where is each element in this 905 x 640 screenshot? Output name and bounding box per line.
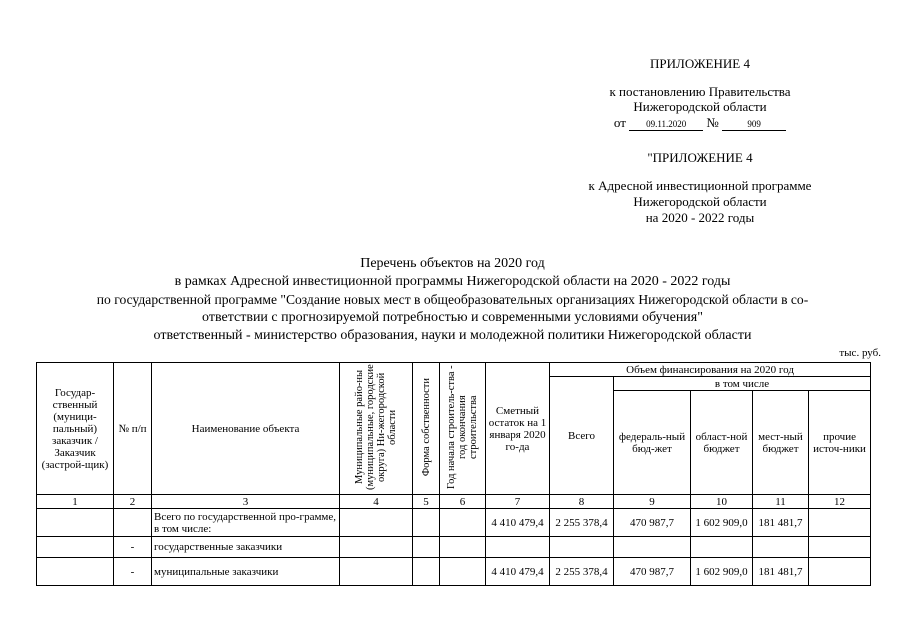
program-line-3: на 2020 - 2022 годы [645, 210, 755, 225]
cell-district [340, 558, 413, 586]
doc-title-line-1: Перечень объектов на 2020 год [360, 256, 545, 271]
cell-customer [37, 558, 114, 586]
col-number: 9 [614, 495, 691, 509]
appendix-title: ПРИЛОЖЕНИЕ 4 [650, 56, 750, 71]
header-years [440, 363, 486, 495]
col-number: 8 [550, 495, 614, 509]
cell-num: - [114, 558, 152, 586]
cell-name: государственные заказчики [152, 537, 340, 558]
doc-title-line-3: по государственной программе "Создание новых мест в общеобразовательных организациях Нижегородской области в со- [96, 292, 809, 307]
header-total: Всего [550, 377, 614, 495]
cell-years [440, 509, 486, 537]
header-name: Наименование объекта [152, 363, 340, 495]
cell-federal [614, 537, 691, 558]
cell-ownership [413, 509, 440, 537]
col-number: 3 [152, 495, 340, 509]
cell-total [550, 537, 614, 558]
cell-estimate: 4 410 479,4 [486, 509, 550, 537]
cell-years [440, 537, 486, 558]
program-line-2: Нижегородской области [633, 194, 767, 209]
cell-estimate [486, 537, 550, 558]
cell-federal: 470 987,7 [614, 558, 691, 586]
cell-district [340, 509, 413, 537]
header-regional: област-ной бюджет [691, 391, 753, 495]
doc-title-line-2: в рамках Адресной инвестиционной программы Нижегородской области на 2020 - 2022 годы [174, 274, 731, 289]
col-number: 11 [753, 495, 809, 509]
header-ownership [413, 363, 440, 495]
col-number: 10 [691, 495, 753, 509]
cell-years [440, 558, 486, 586]
header-estimate: Сметный остаток на 1 января 2020 го-да [486, 363, 550, 495]
col-number: 5 [413, 495, 440, 509]
col-number: 7 [486, 495, 550, 509]
resolution-line-1: к постановлению Правительства [609, 84, 791, 99]
header-district-text: Муниципальные райо-ны (муниципальные, городские округа) Ни-жегородской области [354, 364, 398, 490]
cell-total: 2 255 378,4 [550, 558, 614, 586]
table-row [37, 509, 871, 537]
cell-estimate: 4 410 479,4 [486, 558, 550, 586]
cell-other [809, 509, 871, 537]
header-other: прочие источ-ники [809, 391, 871, 495]
doc-title-line-5: ответственный - министерство образования, науки и молодежной политики Нижегородской области [153, 328, 752, 343]
col-number: 12 [809, 495, 871, 509]
cell-ownership [413, 537, 440, 558]
header-years-text: Год начала строитель-ства - год окончания строительства [446, 365, 479, 489]
col-number: 6 [440, 495, 486, 509]
col-number: 1 [37, 495, 114, 509]
cell-customer [37, 509, 114, 537]
cell-other [809, 537, 871, 558]
program-appendix-title: "ПРИЛОЖЕНИЕ 4 [647, 150, 753, 165]
cell-federal: 470 987,7 [614, 509, 691, 537]
col-number: 2 [114, 495, 152, 509]
col-number: 4 [340, 495, 413, 509]
cell-total: 2 255 378,4 [550, 509, 614, 537]
table-row [37, 537, 871, 558]
header-including: в том числе [614, 377, 871, 391]
header-local: мест-ный бюджет [753, 391, 809, 495]
cell-name: муниципальные заказчики [152, 558, 340, 586]
header-num: № п/п [114, 363, 152, 495]
cell-local: 181 481,7 [753, 509, 809, 537]
cell-regional [691, 537, 753, 558]
cell-num [114, 509, 152, 537]
header-federal: федераль-ный бюд-жет [614, 391, 691, 495]
doc-title-line-4: ответствии с прогнозируемой потребностью и современными условиями обучения" [202, 310, 703, 325]
resolution-date-number [520, 115, 880, 131]
number-label: № [706, 115, 719, 130]
cell-district [340, 537, 413, 558]
header-customer: Государ-ственный (муници-пальный) заказчик / Заказчик (застрой-щик) [37, 363, 114, 495]
header-ownership-text: Форма собственности [420, 377, 432, 477]
from-label: от [613, 115, 626, 130]
resolution-number: 909 [722, 119, 786, 131]
cell-regional: 1 602 909,0 [691, 558, 753, 586]
table-row [37, 558, 871, 586]
program-line-1: к Адресной инвестиционной программе [588, 178, 812, 193]
resolution-date: 09.11.2020 [629, 119, 703, 131]
cell-customer [37, 537, 114, 558]
cell-name: Всего по государственной про-грамме, в том числе: [152, 509, 340, 537]
header-funding-group: Объем финансирования на 2020 год [550, 363, 871, 377]
cell-num: - [114, 537, 152, 558]
cell-local [753, 537, 809, 558]
cell-local: 181 481,7 [753, 558, 809, 586]
cell-ownership [413, 558, 440, 586]
objects-table [36, 362, 871, 586]
cell-regional: 1 602 909,0 [691, 509, 753, 537]
resolution-line-2: Нижегородской области [633, 99, 767, 114]
header-district [340, 363, 413, 495]
cell-other [809, 558, 871, 586]
column-numbers-row [37, 495, 871, 509]
unit-label: тыс. руб. [839, 347, 881, 359]
